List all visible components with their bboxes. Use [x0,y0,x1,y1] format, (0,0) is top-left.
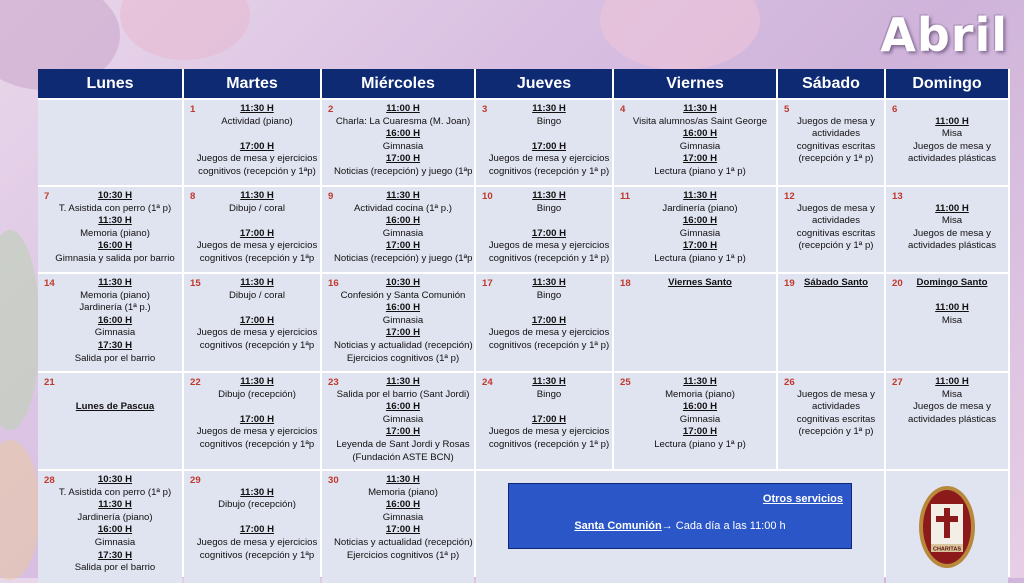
activity-text: Memoria (piano) [80,227,150,239]
day-cell [184,100,320,185]
activity-text: Jardinería (1ª p.) [79,302,151,314]
day-number: 13 [892,191,903,202]
activity-time: 17:00 H [531,413,567,425]
activity-text: cognitivos (recepción y 1ªp [199,252,315,264]
activity-text: actividades [812,401,860,413]
activity-time: 11:30 H [98,215,132,227]
activity-time: 17:00 H [385,426,421,438]
activity-time: 16:00 H [385,499,421,511]
activity-text: (recepción y 1ª p) [798,240,874,252]
activity-text: Salida por el barrio [74,562,156,574]
day-number: 29 [190,475,201,486]
day-number: 24 [482,377,493,388]
activity-text: Gimnasia [679,140,721,152]
activity-text: Ejercicios cognitivos (1ª p) [346,352,460,364]
calendar-grid [38,69,1010,577]
activity-time: 17:00 H [682,153,718,165]
activity-text: cognitivos (recepción y 1ª p) [488,252,610,264]
activity-time: 11:30 H [683,376,717,387]
page-title: Abril [880,8,1008,62]
activity-text: Lectura (piano y 1ª p) [654,165,746,177]
activity-text [196,302,318,315]
activity-text: Juegos de mesa y ejercicios [196,240,318,252]
activity-text: Juegos de mesa y ejercicios [488,153,610,165]
activity-text: Ejercicios cognitivos (1ª p) [346,549,460,561]
activity-text: Noticias y actualidad (recepción) [334,339,473,351]
activity-text: Juegos de mesa y ejercicios [196,426,318,438]
day-cell [886,187,1008,272]
badge-cell [886,471,1008,583]
day-number: 7 [44,191,50,202]
activity-text [50,389,180,402]
day-cell [322,100,474,185]
activity-text: Visita alumnos/as Saint George [632,115,768,127]
activity-text: Misa [941,215,963,227]
activity-text [196,215,318,228]
activity-text: Gimnasia [382,413,424,425]
day-cell [614,373,776,469]
activity-text: actividades [812,128,860,140]
activity-time: 17:00 H [239,524,275,536]
holiday-label: Domingo Santo [916,277,988,288]
activity-time: 17:00 H [239,413,275,425]
activity-time: 10:30 H [97,190,133,201]
activity-text: Juegos de mesa y ejercicios [196,536,318,548]
day-header: Sábado [778,69,884,98]
activity-text: Gimnasia [679,413,721,425]
background-flower-decoration [600,0,760,70]
activity-text [790,376,882,389]
activity-time: 17:00 H [531,140,567,152]
activity-time: 11:00 H [935,202,969,214]
activity-text: cognitivas escritas [796,413,876,425]
activity-time: 17:30 H [97,549,133,561]
activity-time: 16:00 H [385,128,421,140]
activity-text: Gimnasia y salida por barrio [55,252,175,264]
activity-time: 17:30 H [97,339,133,351]
activity-text: actividades plásticas [908,153,996,165]
activity-time: 11:30 H [240,277,274,288]
activity-time: 17:00 H [385,153,421,165]
day-cell [38,100,182,185]
activity-text: Noticias (recepción) y juego (1ªp [334,165,473,177]
activity-text [898,190,1006,203]
activity-text: Juegos de mesa y ejercicios [488,327,610,339]
day-header: Viernes [614,69,776,98]
day-number: 28 [44,475,55,486]
activity-text: Actividad cocina (1ª p.) [354,202,452,214]
activity-time: 10:30 H [97,474,133,485]
activity-time: 11:30 H [386,474,420,485]
activity-text: Juegos de mesa y [913,227,991,239]
activity-text: Juegos de mesa y ejercicios [488,426,610,438]
day-cell [614,187,776,272]
activity-text: actividades plásticas [908,413,996,425]
activity-time: 11:00 H [935,115,969,127]
day-cell [886,274,1008,371]
activity-text: Juegos de mesa y [797,115,875,127]
day-cell [778,373,884,469]
activity-time: 17:00 H [385,240,421,252]
day-number: 19 [784,278,795,289]
activity-time: 11:00 H [935,376,969,387]
day-number: 27 [892,377,903,388]
activity-time: 16:00 H [682,128,718,140]
activity-text: Bingo [536,388,562,400]
activity-time: 16:00 H [682,215,718,227]
activity-time: 11:00 H [935,302,969,314]
activity-text: Leyenda de Sant Jordi y Rosas [336,438,470,450]
activity-text: cognitivos (recepción y 1ªp [199,339,315,351]
day-number: 16 [328,278,339,289]
day-cell [476,274,612,371]
holiday-label: Sábado Santo [804,277,868,288]
activity-text: Jardinería (piano) [662,202,738,214]
day-cell [184,471,320,583]
holiday-label: Viernes Santo [668,277,732,288]
day-number: 17 [482,278,493,289]
activity-text: Actividad (piano) [221,115,293,127]
activity-time: 17:00 H [385,327,421,339]
activity-time: 11:00 H [386,103,420,114]
day-number: 1 [190,104,196,115]
activity-text [488,215,610,228]
activity-text: Gimnasia [382,227,424,239]
activity-text: Gimnasia [382,314,424,326]
activity-text: Juegos de mesa y [797,202,875,214]
activity-text [790,103,882,116]
activity-time: 11:30 H [98,277,132,288]
activity-text [898,290,1006,303]
activity-text: Misa [941,128,963,140]
day-cell [778,274,884,371]
day-header: Domingo [886,69,1008,98]
activity-time: 16:00 H [385,401,421,413]
activity-time: 11:30 H [240,103,274,114]
activity-text [196,128,318,141]
activity-text: Salida por el barrio (Sant Jordi) [336,388,470,400]
activity-text [488,401,610,414]
day-cell [614,100,776,185]
activity-text: Salida por el barrio [74,352,156,364]
activity-text: cognitivos (recepción y 1ª p) [488,438,610,450]
activity-text: Bingo [536,202,562,214]
arrow-icon: → [661,520,673,532]
day-number: 22 [190,377,201,388]
background-flower-decoration [0,440,40,580]
activity-time: 17:00 H [385,524,421,536]
activity-text: cognitivos (recepción y 1ªp) [198,165,316,177]
day-number: 25 [620,377,631,388]
day-cell [476,187,612,272]
activity-text: Memoria (piano) [368,486,438,498]
charitas-badge-icon [917,484,977,570]
activity-text: cognitivos (recepción y 1ªp [199,549,315,561]
activity-time: 10:30 H [385,277,421,288]
activity-text: (recepción y 1ª p) [798,426,874,438]
activity-time: 16:00 H [385,215,421,227]
activity-text: Charla: La Cuaresma (M. Joan) [335,115,471,127]
services-box [508,483,852,549]
activity-text: Memoria (piano) [665,388,735,400]
activity-text: Gimnasia [382,140,424,152]
activity-time: 16:00 H [97,240,133,252]
activity-text: Dibujo / coral [229,289,285,301]
day-cell [38,471,182,583]
day-cell [778,100,884,185]
activity-text: Confesión y Santa Comunión [340,289,466,301]
day-header: Miércoles [322,69,474,98]
activity-text: Gimnasia [94,327,136,339]
activity-time: 11:30 H [98,499,132,511]
activity-time: 17:00 H [239,140,275,152]
day-number: 8 [190,191,196,202]
day-number: 11 [620,191,631,202]
day-number: 2 [328,104,334,115]
day-cell [614,274,776,371]
day-number: 23 [328,377,339,388]
day-number: 6 [892,104,898,115]
day-cell [322,274,474,371]
day-cell [322,187,474,272]
activity-time: 17:00 H [531,227,567,239]
activity-time: 11:30 H [532,277,566,288]
day-cell [184,373,320,469]
activity-text [196,474,318,487]
day-header: Lunes [38,69,182,98]
activity-text: Lectura (piano y 1ª p) [654,438,746,450]
activity-time: 11:30 H [532,190,566,201]
day-cell [476,373,612,469]
services-title[interactable]: Otros servicios [762,493,843,505]
activity-text: (Fundación ASTE BCN) [352,451,454,463]
activity-text: (recepción y 1ª p) [798,153,874,165]
day-number: 10 [482,191,493,202]
day-number: 5 [784,104,790,115]
activity-time: 11:30 H [386,190,420,201]
activity-text: Juegos de mesa y ejercicios [196,327,318,339]
day-number: 30 [328,475,339,486]
activity-text: Bingo [536,115,562,127]
activity-text: Misa [941,388,963,400]
activity-time: 11:30 H [683,103,717,114]
activity-text: Bingo [536,289,562,301]
activity-text [50,376,180,389]
activity-time: 17:00 H [682,240,718,252]
day-number: 18 [620,278,631,289]
activity-text: Gimnasia [382,511,424,523]
day-cell [38,274,182,371]
day-cell [184,274,320,371]
day-header: Jueves [476,69,612,98]
activity-time: 11:30 H [240,376,274,387]
services-row [509,520,851,532]
activity-text: Noticias y actualidad (recepción) [334,536,473,548]
activity-text: cognitivos (recepción y 1ª p) [488,339,610,351]
day-cell [476,100,612,185]
activity-time: 11:30 H [532,376,566,387]
activity-text: T. Asistida con perro (1ª p) [58,486,172,498]
activity-text: actividades [812,215,860,227]
day-number: 12 [784,191,795,202]
activity-text [790,190,882,203]
services-text: Cada día a las 11:00 h [672,520,786,532]
activity-text: Dibujo (recepción) [218,388,296,400]
activity-time: 17:00 H [682,426,718,438]
activity-time: 11:30 H [240,190,274,201]
day-number: 14 [44,278,55,289]
activity-time: 17:00 H [239,314,275,326]
activity-text: T. Asistida con perro (1ª p) [58,202,172,214]
day-number: 3 [482,104,488,115]
day-cell [322,471,474,583]
svg-text:CHARITAS: CHARITAS [932,546,962,553]
santa-comunion-link[interactable]: Santa Comunión [574,520,662,532]
activity-text: cognitivos (recepción y 1ªp [199,438,315,450]
background-flower-decoration [120,0,250,60]
activity-text: Juegos de mesa y [913,140,991,152]
day-cell [778,187,884,272]
activity-text: Dibujo / coral [229,202,285,214]
activity-text: Juegos de mesa y [797,388,875,400]
activity-time: 11:30 H [386,376,420,387]
services-cell [476,471,884,583]
day-cell [38,373,182,469]
activity-text: cognitivas escritas [796,140,876,152]
holiday-label: Lunes de Pascua [75,401,155,413]
activity-text: Noticias (recepción) y juego (1ªp [334,252,473,264]
day-cell [886,373,1008,469]
activity-time: 17:00 H [531,314,567,326]
activity-text: cognitivas escritas [796,227,876,239]
activity-text: Memoria (piano) [80,289,150,301]
activity-text [196,512,318,525]
day-number: 20 [892,278,903,289]
activity-text [488,302,610,315]
activity-text: Dibujo (recepción) [218,499,296,511]
activity-text [196,401,318,414]
day-cell [184,187,320,272]
day-number: 21 [44,377,55,388]
day-number: 4 [620,104,626,115]
activity-time: 11:30 H [240,486,274,498]
activity-text: Gimnasia [94,536,136,548]
activity-time: 17:00 H [239,227,275,239]
activity-text: Juegos de mesa y ejercicios [488,240,610,252]
day-cell [322,373,474,469]
background-flower-decoration [0,230,40,430]
day-number: 26 [784,377,795,388]
activity-time: 16:00 H [97,314,133,326]
day-cell [38,187,182,272]
day-number: 9 [328,191,334,202]
activity-text: Juegos de mesa y [913,401,991,413]
day-cell [886,100,1008,185]
day-header: Martes [184,69,320,98]
activity-text: cognitivos (recepción y 1ª p) [488,165,610,177]
activity-text: Lectura (piano y 1ª p) [654,252,746,264]
activity-text: actividades plásticas [908,240,996,252]
activity-text: Jardinería (piano) [77,511,153,523]
activity-time: 16:00 H [682,401,718,413]
activity-time: 16:00 H [385,302,421,314]
activity-text: Misa [941,314,963,326]
day-number: 15 [190,278,201,289]
activity-text [488,128,610,141]
activity-time: 16:00 H [97,524,133,536]
activity-text [898,103,1006,116]
activity-text: Gimnasia [679,227,721,239]
activity-time: 11:30 H [532,103,566,114]
activity-time: 11:30 H [683,190,717,201]
activity-text: Juegos de mesa y ejercicios [196,153,318,165]
